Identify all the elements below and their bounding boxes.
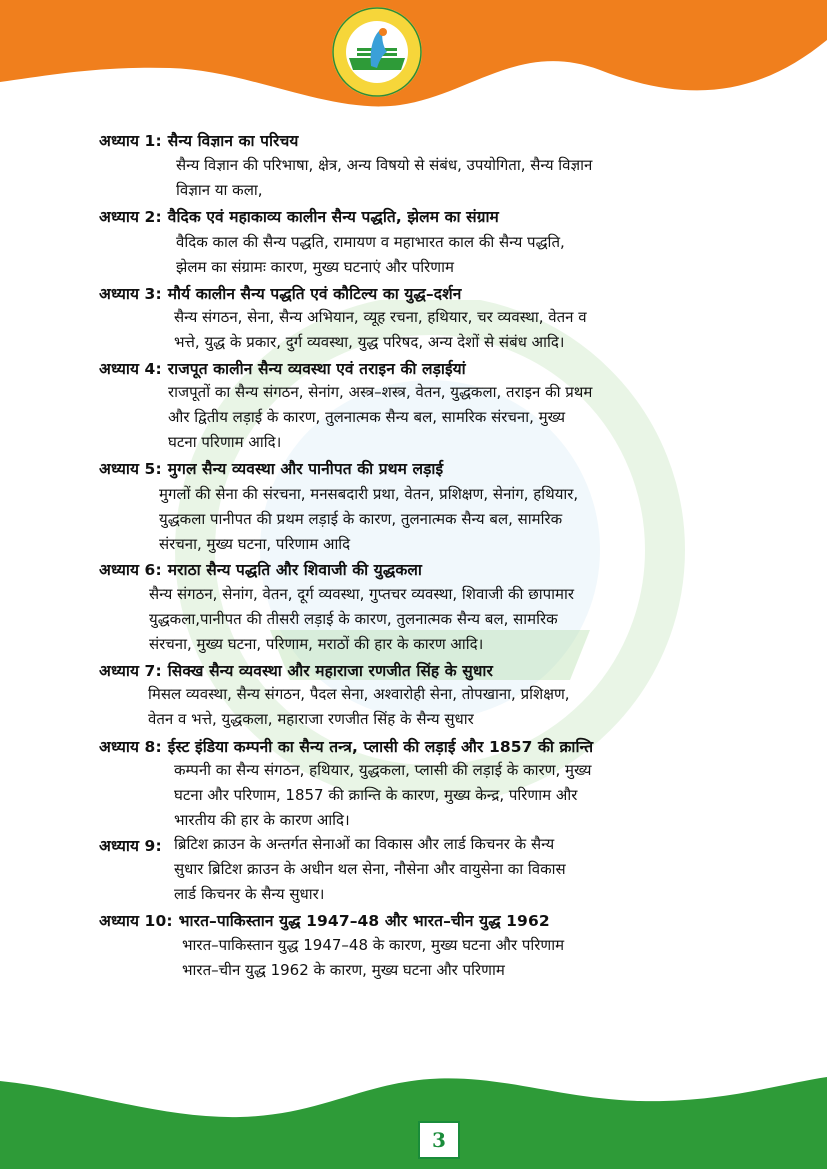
chapter-line: घटना परिणाम आदि। [168, 433, 282, 451]
chapter-label: अध्याय 4: [99, 360, 162, 378]
chapter-line: सैन्य विज्ञान की परिभाषा, क्षेत्र, अन्य विषयो से संबंध, उपयोगिता, सैन्य विज्ञान [176, 156, 593, 174]
chapter-heading [99, 558, 422, 580]
chapter-heading [99, 909, 550, 931]
chapter-title: राजपूत कालीन सैन्य व्यवस्था एवं तराइन की लड़ाईयां [167, 360, 466, 378]
chapter-line: सैन्य संगठन, सेनांग, वेतन, दूर्ग व्यवस्था, गुप्तचर व्यवस्था, शिवाजी की छापामार [149, 585, 574, 603]
chapter-title: मराठा सैन्य पद्धति और शिवाजी की युद्धकला [167, 561, 422, 579]
chapter-title: भारत–पाकिस्तान युद्ध 1947–48 और भारत–चीन युद्ध 1962 [178, 912, 550, 930]
chapter-line: घटना और परिणाम, 1857 की क्रान्ति के कारण, मुख्य केन्द्र, परिणाम और [174, 786, 578, 804]
chapter-heading [99, 457, 443, 479]
chapter-line: विज्ञान या कला, [176, 181, 263, 199]
chapter-title: वैदिक एवं महाकाव्य कालीन सैन्य पद्धति, झेलम का संग्राम [167, 208, 499, 226]
chapter-title: सैन्य विज्ञान का परिचय [167, 132, 299, 150]
chapter-label: अध्याय 1: [99, 132, 162, 150]
chapter-line: राजपूतों का सैन्य संगठन, सेनांग, अस्त्र–शस्त्र, वेतन, युद्धकला, तराइन की प्रथम [168, 383, 593, 401]
chapter-label: अध्याय 7: [99, 662, 162, 680]
chapter-heading [99, 129, 298, 151]
chapter-line: कम्पनी का सैन्य संगठन, हथियार, युद्धकला, प्लासी की लड़ाई के कारण, मुख्य [174, 761, 592, 779]
chapter-line: वेतन व भत्ते, युद्धकला, महाराजा रणजीत सिंह के सैन्य सुधार [148, 710, 474, 728]
chapter-title: मौर्य कालीन सैन्य पद्धति एवं कौटिल्य का युद्ध–दर्शन [167, 285, 462, 303]
chapter-line: संरचना, मुख्य घटना, परिणाम, मराठों की हार के कारण आदि। [149, 635, 484, 653]
chapter-label: अध्याय 3: [99, 285, 162, 303]
chapter-line: मिसल व्यवस्था, सैन्य संगठन, पैदल सेना, अश्वारोही सेना, तोपखाना, प्रशिक्षण, [148, 685, 570, 703]
chapter-label: अध्याय 9: [99, 837, 162, 855]
chapter-line: भारतीय की हार के कारण आदि। [174, 811, 350, 829]
chapter-heading [99, 735, 593, 757]
bottom-green-wave [0, 1059, 827, 1169]
chapter-line: और द्वितीय लड़ाई के कारण, तुलनात्मक सैन्य बल, सामरिक संरचना, मुख्य [168, 408, 566, 426]
chapter-heading [99, 205, 499, 227]
chapter-line: युद्धकला,पानीपत की तीसरी लड़ाई के कारण, तुलनात्मक सैन्य बल, सामरिक [149, 610, 558, 628]
chapter-line: वैदिक काल की सैन्य पद्धति, रामायण व महाभारत काल की सैन्य पद्धति, [176, 233, 565, 251]
chapter-label: अध्याय 8: [99, 738, 162, 756]
chapter-line: संरचना, मुख्य घटना, परिणाम आदि [159, 535, 351, 553]
chapter-line: भारत–पाकिस्तान युद्ध 1947–48 के कारण, मुख्य घटना और परिणाम [182, 936, 565, 954]
chapter-line: युद्धकला पानीपत की प्रथम लड़ाई के कारण, तुलनात्मक सैन्य बल, सामरिक [159, 510, 563, 528]
chapter-label: अध्याय 10: [99, 912, 173, 930]
chapter-line: सुधार ब्रिटिश क्राउन के अधीन थल सेना, नौसेना और वायुसेना का विकास [174, 860, 566, 878]
chapter-line: भत्ते, युद्ध के प्रकार, दुर्ग व्यवस्था, युद्ध परिषद, अन्य देशों से संबंध आदि। [174, 333, 565, 351]
board-logo [331, 6, 423, 98]
chapter-line: भारत–चीन युद्ध 1962 के कारण, मुख्य घटना और परिणाम [182, 961, 505, 979]
chapter-title: ईस्ट इंडिया कम्पनी का सैन्य तन्त्र, प्लासी की लड़ाई और 1857 की क्रान्ति [167, 738, 594, 756]
chapter-label: अध्याय 6: [99, 561, 162, 579]
chapter-heading [99, 282, 461, 304]
chapter-line: ब्रिटिश क्राउन के अन्तर्गत सेनाओं का विकास और लार्ड किचनर के सैन्य [174, 835, 555, 853]
page-number: 3 [418, 1121, 460, 1159]
chapter-line: लार्ड किचनर के सैन्य सुधार। [174, 885, 325, 903]
chapter-line: मुगलों की सेना की संरचना, मनसबदारी प्रथा, वेतन, प्रशिक्षण, सेनांग, हथियार, [159, 485, 579, 503]
chapter-title: सिक्ख सैन्य व्यवस्था और महाराजा रणजीत सिंह के सुधार [167, 662, 493, 680]
chapter-line: झेलम का संग्रामः कारण, मुख्य घटनाएं और परिणाम [176, 258, 454, 276]
chapter-label: अध्याय 2: [99, 208, 162, 226]
chapter-line: सैन्य संगठन, सेना, सैन्य अभियान, व्यूह रचना, हथियार, चर व्यवस्था, वेतन व [174, 308, 587, 326]
chapter-heading [99, 357, 466, 379]
chapter-heading [99, 659, 493, 681]
chapter-title: मुगल सैन्य व्यवस्था और पानीपत की प्रथम लड़ाई [167, 460, 444, 478]
chapter-heading [99, 834, 168, 856]
chapter-label: अध्याय 5: [99, 460, 162, 478]
